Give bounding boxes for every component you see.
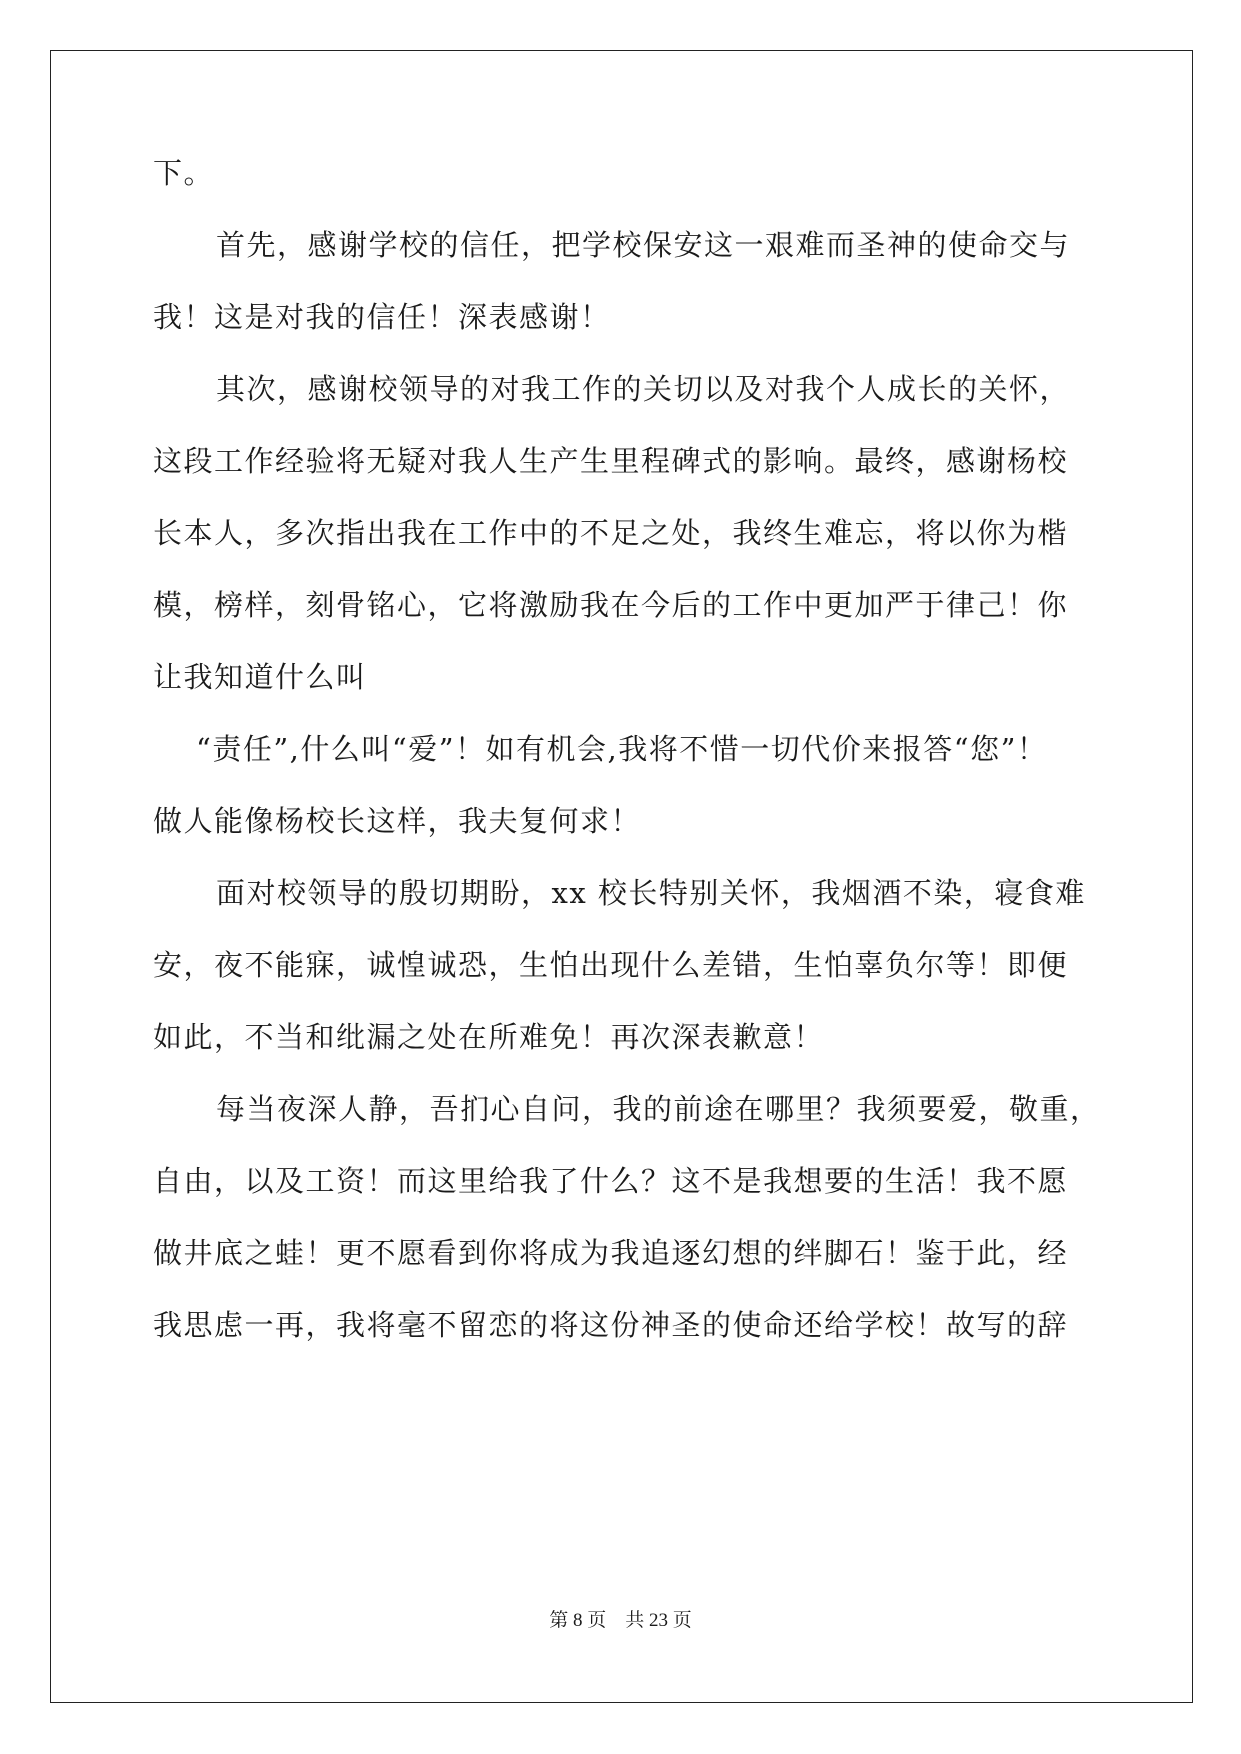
text-line: 自由，以及工资！而这里给我了什么？这不是我想要的生活！我不愿: [153, 1164, 1069, 1198]
text-line: 模，榜样，刻骨铭心，它将激励我在今后的工作中更加严于律己！你: [153, 588, 1069, 622]
text-line: 其次，感谢校领导的对我工作的关切以及对我个人成长的关怀，: [216, 372, 1071, 406]
text-line: 让我知道什么叫: [153, 660, 367, 694]
text-line: 做井底之蛙！更不愿看到你将成为我追逐幻想的绊脚石！鉴于此，经: [153, 1236, 1069, 1270]
text-line: 面对校领导的殷切期盼，xx 校长特别关怀，我烟酒不染，寝食难: [216, 876, 1086, 910]
text-line: 这段工作经验将无疑对我人生产生里程碑式的影响。最终，感谢杨校: [153, 444, 1069, 478]
text-line: “责任”,什么叫“爱”！如有机会,我将不惜一切代价来报答“您”！: [196, 732, 1048, 766]
text-line: 如此，不当和纰漏之处在所难免！再次深表歉意！: [153, 1020, 825, 1054]
text-line: 首先，感谢学校的信任，把学校保安这一艰难而圣神的使命交与: [216, 228, 1071, 262]
text-line: 做人能像杨校长这样，我夫复何求！: [153, 804, 642, 838]
text-line: 我思虑一再，我将毫不留恋的将这份神圣的使命还给学校！故写的辞: [153, 1308, 1069, 1342]
text-line: 每当夜深人静，吾扪心自问，我的前途在哪里？我须要爱，敬重，: [216, 1092, 1101, 1126]
text-line: 下。: [153, 156, 215, 190]
page-footer: [0, 1609, 1241, 1633]
text-line: 长本人，多次指出我在工作中的不足之处，我终生难忘，将以你为楷: [153, 516, 1069, 550]
page-total: 共 23 页: [625, 1610, 692, 1631]
text-line: 安，夜不能寐，诚惶诚恐，生怕出现什么差错，生怕辜负尔等！即便: [153, 948, 1069, 982]
text-line: 我！这是对我的信任！深表感谢！: [153, 300, 611, 334]
page-number: 第 8 页: [549, 1610, 607, 1631]
